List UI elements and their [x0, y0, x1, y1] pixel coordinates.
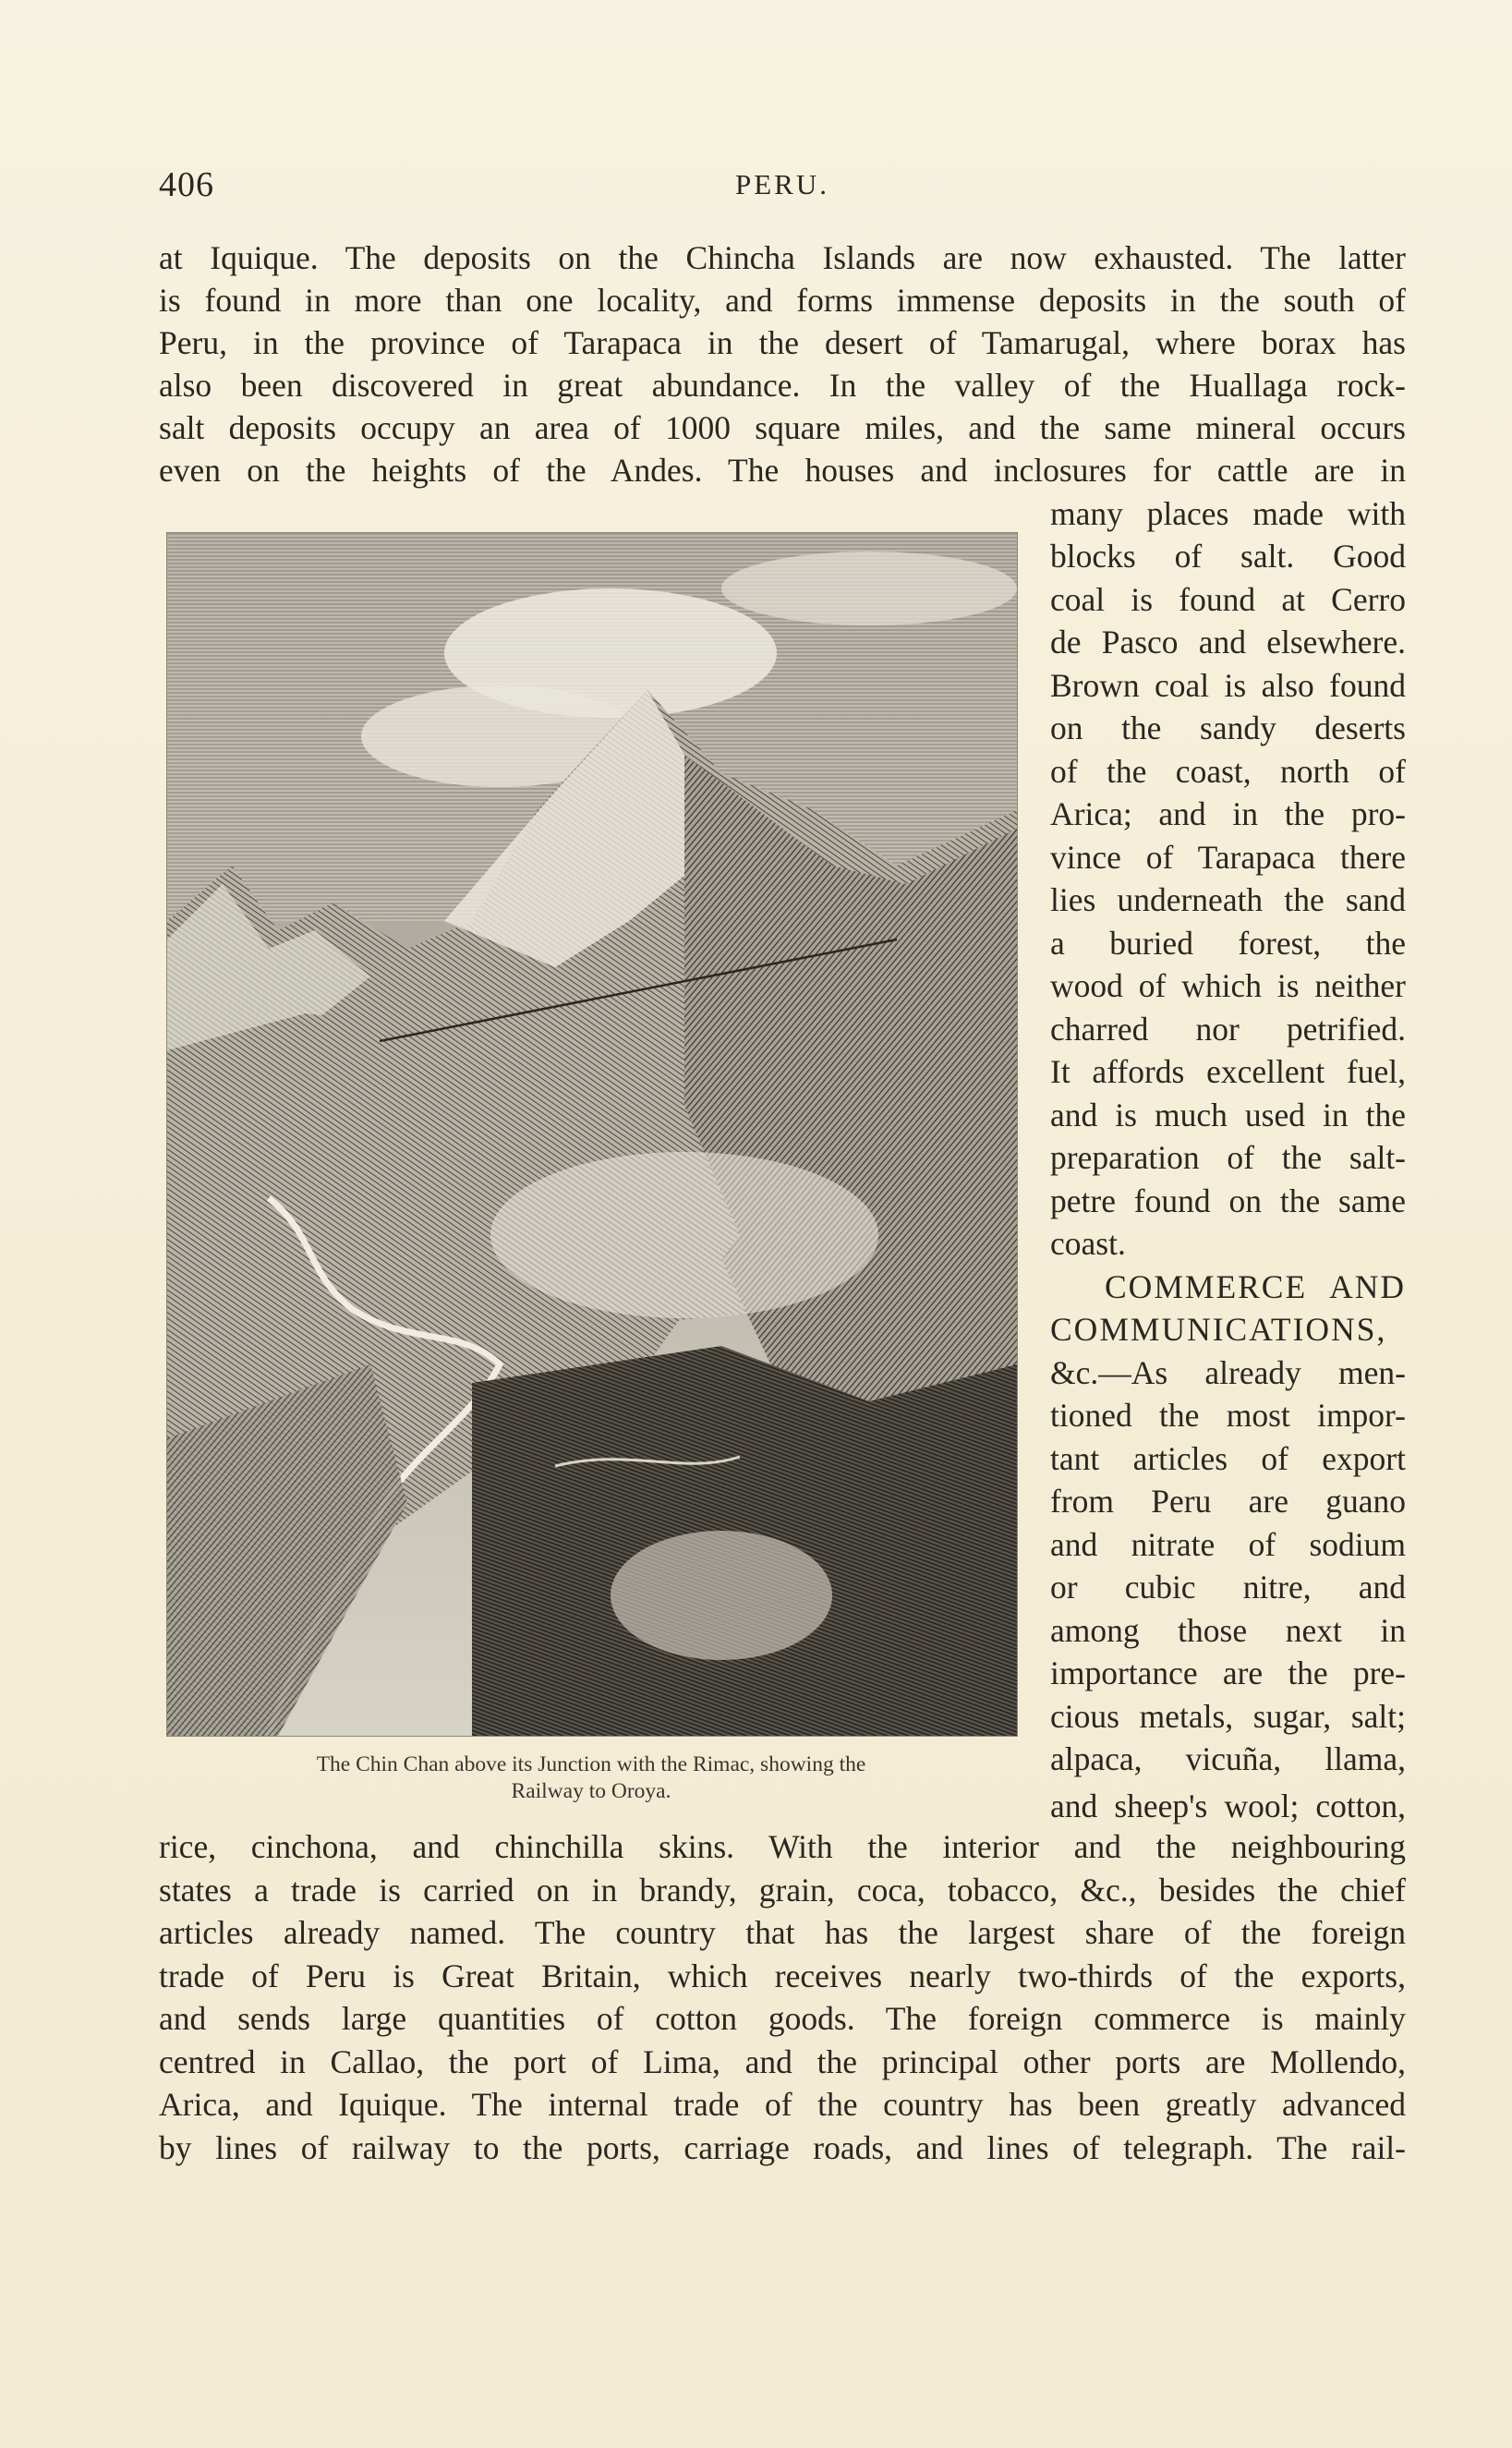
page-number: 406: [159, 165, 214, 204]
text-line: also been discovered in great abundance. In the valley of the Huallaga rock-: [159, 367, 1406, 404]
figure-caption: [166, 1751, 1016, 1805]
text-line: states a trade is carried on in brandy, grain, coca, tobacco, &c., besides the chief: [159, 1872, 1406, 1909]
text-line: wood of which is neither: [1050, 967, 1406, 1004]
text-line: Arica; and in the pro-: [1050, 795, 1406, 832]
text-line: Peru, in the province of Tarapaca in the desert of Tamarugal, where borax has: [159, 324, 1406, 361]
text-line: charred nor petrified.: [1050, 1011, 1406, 1048]
text-line: Arica, and Iquique. The internal trade of the country has been greatly advanced: [159, 2086, 1406, 2123]
text-line: tioned the most impor-: [1050, 1397, 1406, 1434]
text-line: and is much used in the: [1050, 1097, 1406, 1133]
text-line: is found in more than one locality, and forms immense deposits in the south of: [159, 282, 1406, 319]
text-line: among those next in: [1050, 1612, 1406, 1649]
text-line: blocks of salt. Good: [1050, 538, 1406, 575]
section-heading: COMMERCE AND: [1105, 1268, 1406, 1305]
text-line: or cubic nitre, and: [1050, 1569, 1406, 1606]
caption-line: The Chin Chan above its Junction with the Rimac, showing the: [316, 1752, 866, 1776]
text-line: tant articles of export: [1050, 1440, 1406, 1477]
mountain-engraving: [167, 533, 1017, 1736]
text-line: rice, cinchona, and chinchilla skins. With the interior and the neighbouring: [159, 1828, 1406, 1865]
text-line: a buried forest, the: [1050, 925, 1406, 962]
text-line: at Iquique. The deposits on the Chincha Islands are now exhausted. The latter: [159, 239, 1406, 276]
text-line: &c.—As already men-: [1050, 1354, 1406, 1391]
text-line: from Peru are guano: [1050, 1483, 1406, 1520]
text-line: many places made with: [1050, 495, 1406, 532]
section-heading: COMMUNICATIONS,: [1050, 1311, 1387, 1348]
text-line: lies underneath the sand: [1050, 881, 1406, 918]
text-line: It affords excellent fuel,: [1050, 1053, 1406, 1090]
text-line: trade of Peru is Great Britain, which receives nearly two-thirds of the exports,: [159, 1957, 1406, 1994]
text-line: petre found on the same: [1050, 1182, 1406, 1219]
text-line: salt deposits occupy an area of 1000 square miles, and the same mineral occurs: [159, 409, 1406, 446]
text-line: by lines of railway to the ports, carriage roads, and lines of telegraph. The rail-: [159, 2129, 1406, 2166]
text-line: alpaca, vicuña, llama,: [1050, 1740, 1406, 1777]
text-line: coal is found at Cerro: [1050, 581, 1406, 618]
text-line: of the coast, north of: [1050, 753, 1406, 790]
running-title: PERU.: [735, 168, 829, 200]
text-line: and sheep's wool; cotton,: [1050, 1788, 1406, 1824]
text-line: even on the heights of the Andes. The houses and inclosures for cattle are in: [159, 452, 1406, 489]
page-header: [159, 164, 1406, 211]
text-line: on the sandy deserts: [1050, 709, 1406, 746]
text-line: importance are the pre-: [1050, 1654, 1406, 1691]
text-line: coast.: [1050, 1225, 1126, 1262]
caption-line: Railway to Oroya.: [511, 1779, 671, 1803]
text-line: centred in Callao, the port of Lima, and the principal other ports are Mollendo,: [159, 2043, 1406, 2080]
text-line: and nitrate of sodium: [1050, 1526, 1406, 1563]
text-line: vince of Tarapaca there: [1050, 839, 1406, 876]
text-line: preparation of the salt-: [1050, 1139, 1406, 1176]
text-line: de Pasco and elsewhere.: [1050, 624, 1406, 660]
text-line: Brown coal is also found: [1050, 667, 1406, 704]
text-line: articles already named. The country that has the largest share of the foreign: [159, 1914, 1406, 1951]
engraving-illustration: [166, 532, 1018, 1737]
text-line: cious metals, sugar, salt;: [1050, 1698, 1406, 1735]
text-line: and sends large quantities of cotton goods. The foreign commerce is mainly: [159, 2000, 1406, 2037]
